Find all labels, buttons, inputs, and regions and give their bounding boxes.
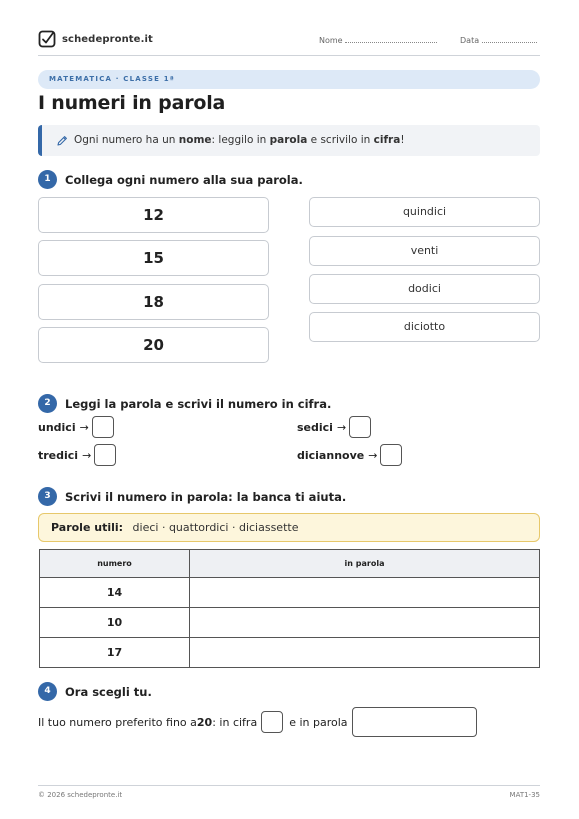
subject-badge: MATEMATICA · CLASSE 1ª [38, 70, 540, 89]
number-cell: 10 [40, 608, 190, 638]
info-text-3: e scrivilo in [307, 134, 374, 146]
logo-text: schedepronte.it [62, 33, 153, 45]
column-header: in parola [190, 550, 540, 578]
question-4-heading [38, 682, 152, 701]
question-2-heading [38, 394, 331, 413]
question-1-heading [38, 170, 303, 189]
instruction-box [38, 125, 540, 156]
arrow-icon: → [368, 448, 378, 462]
answer-table [39, 549, 540, 668]
name-line [345, 35, 437, 43]
conversion-item [38, 416, 114, 438]
word-box[interactable]: venti [309, 236, 540, 266]
info-text-2: : leggilo in [211, 134, 270, 146]
conversion-item [38, 444, 116, 466]
conversion-item [297, 444, 402, 466]
column-header: numero [40, 550, 190, 578]
answer-cell[interactable] [190, 578, 540, 608]
word-label: undici [38, 420, 76, 434]
date-label: Data [460, 36, 480, 45]
word-label: diciannove [297, 448, 365, 462]
word-label: tredici [38, 448, 79, 462]
table-row [40, 638, 540, 668]
info-text-4: ! [400, 134, 405, 146]
number-box[interactable]: 15 [38, 240, 269, 276]
answer-cell[interactable] [190, 638, 540, 668]
question-text: Scrivi il numero in parola: la banca ti aiuta. [65, 489, 347, 504]
info-text-1: Ogni numero ha un [74, 134, 179, 146]
question-number: 2 [38, 394, 57, 413]
name-field[interactable] [319, 35, 437, 45]
date-line [482, 35, 537, 43]
answer-box[interactable] [92, 416, 114, 438]
info-bold-3: cifra [373, 134, 401, 146]
question-text: Collega ogni numero alla sua parola. [65, 172, 303, 187]
q4-text-2: : in cifra [212, 715, 258, 729]
copyright: © 2026 schedepronte.it [38, 791, 123, 799]
logo [38, 30, 153, 48]
question-text: Ora scegli tu. [65, 684, 152, 699]
word-answer-box[interactable] [352, 707, 477, 737]
info-bold-2: parola [269, 134, 308, 146]
answer-box[interactable] [380, 444, 402, 466]
name-label: Nome [319, 36, 343, 45]
question-text: Leggi la parola e scrivi il numero in cifra. [65, 396, 332, 411]
number-box[interactable]: 18 [38, 284, 269, 320]
question-3-heading [38, 487, 346, 506]
word-bank-label: Parole utili: [51, 521, 124, 534]
favorite-number-line [38, 707, 477, 737]
number-box[interactable]: 12 [38, 197, 269, 233]
sheet-code: MAT1-35 [509, 791, 540, 799]
answer-box[interactable] [349, 416, 371, 438]
number-cell: 14 [40, 578, 190, 608]
question-number: 3 [38, 487, 57, 506]
pencil-icon [56, 135, 68, 147]
number-cell: 17 [40, 638, 190, 668]
word-box[interactable]: quindici [309, 197, 540, 227]
word-box[interactable]: diciotto [309, 312, 540, 342]
word-bank [38, 513, 540, 542]
page-title: I numeri in parola [38, 92, 226, 114]
arrow-icon: → [79, 420, 89, 434]
answer-box[interactable] [94, 444, 116, 466]
arrow-icon: → [82, 448, 92, 462]
checkbox-logo-icon [38, 30, 56, 48]
q4-text-1: Il tuo numero preferito fino a [38, 715, 197, 729]
q4-text-3: e in parola [289, 715, 348, 729]
page-header [38, 30, 540, 56]
number-box[interactable]: 20 [38, 327, 269, 363]
q4-bold: 20 [196, 715, 213, 729]
table-row [40, 578, 540, 608]
answer-cell[interactable] [190, 608, 540, 638]
table-header-row [40, 550, 540, 578]
question-number: 4 [38, 682, 57, 701]
date-field[interactable] [460, 35, 537, 45]
digit-answer-box[interactable] [261, 711, 283, 733]
page-footer [38, 785, 540, 799]
question-number: 1 [38, 170, 57, 189]
arrow-icon: → [336, 420, 347, 434]
table-row [40, 608, 540, 638]
word-bank-words: dieci · quattordici · diciassette [132, 521, 299, 534]
conversion-item [297, 416, 371, 438]
word-label: sedici [297, 420, 333, 434]
word-box[interactable]: dodici [309, 274, 540, 304]
info-bold-1: nome [178, 134, 212, 146]
